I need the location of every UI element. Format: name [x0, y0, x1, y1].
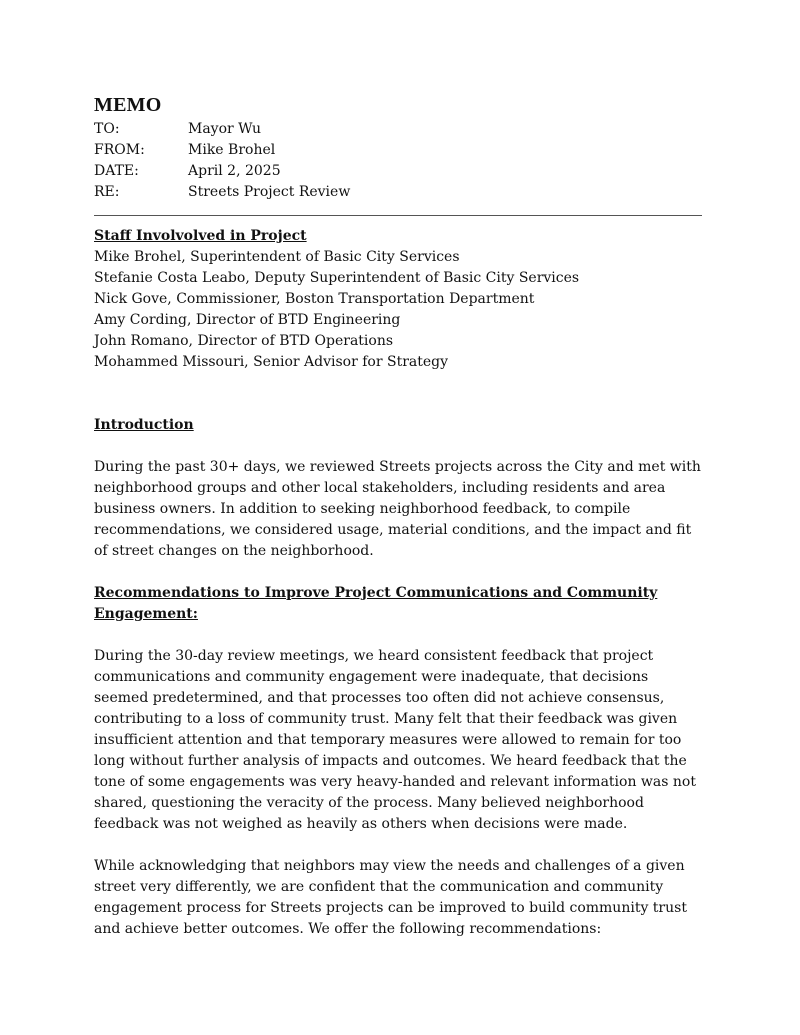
header-label: DATE:: [94, 163, 139, 179]
memo-header: [94, 119, 704, 203]
recommendations-section: [94, 583, 704, 940]
staff-member: Mohammed Missouri, Senior Advisor for Strategy: [94, 354, 449, 370]
introduction-paragraph: During the past 30+ days, we reviewed Streets projects across the City and met with neighborhood groups and other local stakeholders, including residents and area business owners. In addition to seeking neighborhood feedback, to compile recommendations, we considered usage, material conditions, and the impact and fit of street changes on the neighborhood.: [94, 459, 701, 559]
header-row-from: [94, 140, 704, 161]
introduction-heading: Introduction: [94, 417, 194, 433]
recommendations-paragraph: During the 30-day review meetings, we heard consistent feedback that project communications and community engagement were inadequate, that decisions seemed predetermined, and that processes too often did not achieve consensus, contributing to a loss of community trust. Many felt that their feedback was given insufficient attention and that temporary measures were allowed to remain for too long without further analysis of impacts and outcomes. We heard feedback that the tone of some engagements was very heavy-handed and relevant information was not shared, questioning the veracity of the process. Many believed neighborhood feedback was not weighed as heavily as others when decisions were made.: [94, 648, 696, 832]
introduction-section: [94, 415, 704, 562]
recommendations-paragraph: While acknowledging that neighbors may view the needs and challenges of a given street very differently, we are confident that the communication and community engagement process for Streets projects can be improved to build community trust and achieve better outcomes. We offer the following recommendations:: [94, 858, 687, 937]
staff-member: Nick Gove, Commissioner, Boston Transportation Department: [94, 291, 535, 307]
staff-member: John Romano, Director of BTD Operations: [94, 333, 394, 349]
header-row-to: [94, 119, 704, 140]
staff-section: [94, 226, 704, 373]
header-divider: [94, 215, 702, 216]
staff-member: Stefanie Costa Leabo, Deputy Superintendent of Basic City Services: [94, 270, 580, 286]
header-value: April 2, 2025: [188, 163, 281, 179]
header-value: Mike Brohel: [188, 142, 276, 158]
staff-member: Mike Brohel, Superintendent of Basic City Services: [94, 249, 460, 265]
staff-member: Amy Cording, Director of BTD Engineering: [94, 312, 401, 328]
header-value: Mayor Wu: [188, 121, 262, 137]
header-label: TO:: [94, 121, 120, 137]
header-row-date: [94, 161, 704, 182]
header-label: FROM:: [94, 142, 145, 158]
recommendations-heading: Recommendations to Improve Project Communications and Community Engagement:: [94, 585, 658, 622]
staff-heading: Staff Involvolved in Project: [94, 228, 307, 244]
memo-title: MEMO: [94, 94, 162, 116]
header-row-re: [94, 182, 704, 203]
header-value: Streets Project Review: [188, 184, 351, 200]
header-label: RE:: [94, 184, 120, 200]
memo-document: [94, 92, 704, 940]
